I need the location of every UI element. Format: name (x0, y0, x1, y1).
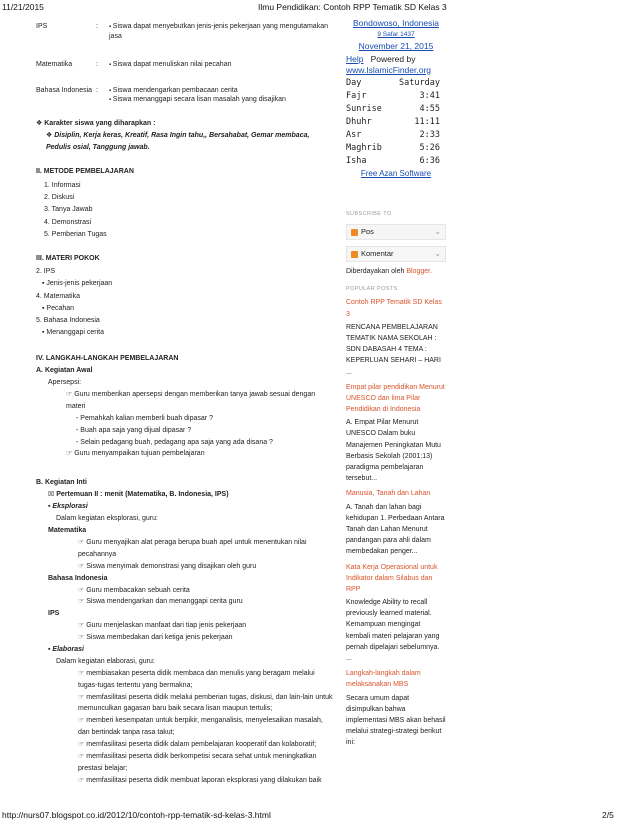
list-item: 1. Informasi (44, 181, 81, 189)
eksplorasi-heading: ▪ Eksplorasi (48, 503, 88, 511)
separator: : (96, 86, 98, 94)
popular-post-title[interactable]: Manusia, Tanah dan Lahan (346, 490, 431, 498)
step-item: ☞ Siswa mendengarkan dan menanggapi cerita guru (78, 596, 336, 608)
subject-label: Matematika (36, 60, 73, 68)
step-item: ☞ memfasilitasi peserta didik melalui pemberian tugas, diskusi, dan lain-lain untuk memunculkan gagasan baru baik secara lisan maupun tertulis; (78, 692, 336, 716)
prayer-name: Sunrise (346, 103, 382, 114)
prayer-row (346, 129, 446, 142)
print-date: 11/21/2015 (2, 2, 44, 12)
subscribe-comments-dropdown[interactable] (346, 246, 446, 262)
popular-post-title[interactable]: Langkah-langkah dalam melaksanakan MBS (346, 670, 421, 689)
list-item: 2. IPS (36, 268, 56, 276)
powered-text: Powered by (370, 53, 416, 64)
prayer-row (346, 77, 446, 90)
step-item: - Selain pedagang buah, pedagang apa saja yang ada disana ? (76, 438, 273, 446)
blogger-link[interactable]: Blogger. (406, 268, 433, 276)
popular-post-snippet: RENCANA PEMBELAJARAN TEMATIK NAMA SEKOLAH : SDN DABASAH 4 TEMA : KEPERLUAN SEHARI – HARI ... (346, 323, 441, 376)
subscribe-heading: SUBSCRIBE TO (346, 211, 392, 218)
step-item: - Pemahkah kalian memberli buah dipasar ? (76, 414, 213, 422)
list-item: ▪ Pecahan (42, 304, 75, 312)
prayer-time: 6:36 (419, 155, 440, 166)
kegiatan-awal-heading: A. Kegiatan Awal (36, 366, 93, 374)
hijri-date-link[interactable]: 9 Safar 1437 (377, 31, 415, 39)
powered-line (346, 54, 446, 65)
indicator-item: ▪ Siswa menanggapi secara lisan masalah yang disajikan (109, 95, 336, 105)
eksplorasi-intro: Dalam kegiatan eksplorasi, guru: (56, 515, 158, 523)
elaborasi-heading: ▪ Elaborasi (48, 645, 84, 653)
free-azan-link[interactable]: Free Azan Software (360, 168, 432, 178)
prayer-name: Maghrib (346, 142, 382, 153)
matematika-label: Matematika (48, 527, 87, 535)
prayer-name: Dhuhr (346, 116, 372, 127)
step-item: ☞ Guru menyampaikan tujuan pembelajaran (66, 448, 336, 460)
separator: : (96, 23, 98, 30)
prayer-time: 11:11 (414, 116, 440, 127)
apersepsi-label: Apersepsi: (48, 378, 82, 386)
popular-post-snippet: Knowledge Ability to recall previously learned material. Kemampuan mengingat kembali materi pelajaran yang pernah dipelajari sebelumnya. ... (346, 599, 440, 663)
pertemuan-line: ☒ Pertemuan II : menit (Matematika, B. Indonesia, IPS) (48, 491, 229, 499)
indicator-item: ▪ Siswa mendengarkan pembacaan cerita (109, 86, 336, 96)
indicator-row-matematika (36, 60, 336, 70)
step-item: ☞ Guru membacakan sebuah cerita (78, 585, 336, 597)
page-title: Ilmu Pendidikan: Contoh RPP Tematik SD Kelas 3 (258, 2, 447, 12)
list-item: 4. Matematika (36, 292, 80, 300)
prayer-time: 5:26 (419, 142, 440, 153)
powered-by-blogger (346, 267, 446, 276)
bahasa-label: Bahasa Indonesia (48, 574, 108, 582)
step-item: ☞ Guru menjelaskan manfaat dari tiap jenis pekerjaan (78, 620, 336, 632)
popular-post-title[interactable]: Kata Kerja Operasional untuk Indikator dalam Silabus dan RPP (346, 563, 438, 593)
prayer-row (346, 90, 446, 103)
popular-post-title[interactable]: Empat pilar pendidikan Menurut UNESCO dan lima Pilar Pendidikan di Indonesia (346, 383, 445, 414)
ips-label: IPS (48, 610, 60, 618)
chevron-down-icon: ⌄ (434, 248, 441, 258)
step-item: ☞ Siswa membedakan dari ketiga jenis pekerjaan (78, 632, 336, 644)
main-content (36, 18, 336, 787)
materi-list (36, 266, 336, 340)
prayer-times-table (346, 77, 446, 168)
indicator-row-ips (36, 22, 336, 41)
prayer-time: Saturday (399, 77, 440, 88)
prayer-time: 3:41 (419, 90, 440, 101)
prayer-name: Day (346, 77, 362, 88)
help-link[interactable]: Help (346, 53, 364, 64)
comments-label: Komentar (361, 249, 394, 259)
popular-posts-heading: POPULAR POSTS (346, 286, 398, 293)
popular-post-snippet: Secara umum dapat disimpulkan bahwa implementasi MBS akan behasil melalui strategi-strategi berikut ini: (346, 694, 446, 747)
step-item: ☞ Guru menyajikan alat peraga berupa buah apel untuk menentukan nilai pecahannya (78, 537, 336, 561)
list-item: 2. Diskusi (44, 194, 75, 202)
prayer-row (346, 103, 446, 116)
prayer-row (346, 142, 446, 155)
posts-label: Pos (361, 227, 374, 237)
sidebar (346, 18, 446, 749)
popular-posts-list (346, 297, 446, 748)
indicator-items (109, 86, 336, 106)
page-url: http://nurs07.blogspot.co.id/2012/10/contoh-rpp-tematik-sd-kelas-3.html (2, 810, 271, 820)
step-item: ☞ memfasilitasi peserta didik berkompetisi secara sehat untuk meningkatkan prestasi belajar; (78, 751, 336, 775)
posts-item (351, 227, 374, 237)
chevron-down-icon: ⌄ (434, 226, 441, 236)
materi-heading: III. MATERI POKOK (36, 255, 100, 263)
step-item: ☞ Siswa menyimak demonstrasi yang disajikan oleh guru (78, 561, 336, 573)
indicator-item: ▪ Siswa dapat menyebutkan jenis-jenis pekerjaan yang mengutamakan jasa (109, 22, 336, 41)
prayer-time: 2:33 (419, 129, 440, 140)
gregorian-date-link[interactable]: November 21, 2015 (358, 41, 434, 52)
list-item: ▪ Menanggapi cerita (42, 329, 105, 337)
step-item: ☞ membiasakan peserta didik membaca dan menulis yang beragam melalui tugas-tugas tertentu yang bermakna; (78, 668, 336, 692)
kegiatan-inti-heading: B. Kegiatan Inti (36, 479, 87, 487)
list-item: 3. Tanya Jawab (44, 206, 93, 214)
indicator-row-bahasa (36, 86, 336, 106)
subscribe-posts-dropdown[interactable] (346, 224, 446, 240)
list-item: 4. Demonstrasi (44, 218, 92, 226)
islamicfinder-link[interactable]: www.IslamicFinder.org (346, 64, 432, 75)
rss-feed-icon (351, 251, 358, 258)
subject-label: Bahasa Indonesia (36, 86, 93, 94)
powered-by-label: Diberdayakan oleh (346, 268, 405, 276)
metode-list (44, 180, 336, 241)
step-item: ☞ Guru memberikan apersepsi dengan memberikan tanya jawab sesuai dengan materi (66, 389, 336, 413)
page-number: 2/5 (602, 810, 614, 820)
karakter-heading: ❖ Karakter siswa yang diharapkan : (36, 120, 156, 128)
separator: : (96, 60, 98, 68)
step-item: - Buah apa saja yang dijual dipasar ? (76, 426, 192, 434)
popular-post-snippet: A. Empat Pilar Menurut UNESCO Dalam buku Manajemen Peningkatan Mutu Berbasis Sekolah (2001:13) paradigma pembelajaran tersebut... (346, 419, 441, 483)
prayer-name: Isha (346, 155, 367, 166)
comments-item (351, 249, 394, 259)
awal-steps (66, 389, 336, 460)
list-item: ▪ Jenis-jenis pekerjaan (42, 280, 113, 288)
prayer-name: Fajr (346, 90, 367, 101)
location-link[interactable]: Bondowoso, Indonesia (352, 18, 439, 28)
elaborasi-intro: Dalam kegiatan elaborasi, guru: (56, 657, 155, 665)
langkah-heading: IV. LANGKAH-LANGKAH PEMBELAJARAN (36, 354, 179, 362)
prayer-widget-location (346, 18, 446, 29)
popular-post-title[interactable]: Contoh RPP Tematik SD Kelas 3 (346, 299, 442, 318)
prayer-time: 4:55 (419, 103, 440, 114)
inti-content (48, 489, 336, 786)
karakter-text: ❖ Disiplin, Kerja keras, Kreatif, Rasa Ingin tahu,, Bersahabat, Gemar membaca, Pedulis osial, Tanggung jawab. (46, 132, 310, 151)
indicator-item: ▪ Siswa dapat menuliskan nilai pecahan (109, 60, 336, 70)
metode-heading: II. METODE PEMBELAJARAN (36, 167, 134, 175)
subject-label: IPS (36, 23, 48, 30)
prayer-row (346, 116, 446, 129)
rss-feed-icon (351, 229, 358, 236)
prayer-row (346, 155, 446, 168)
prayer-name: Asr (346, 129, 362, 140)
list-item: 5. Pemberian Tugas (44, 230, 107, 238)
popular-post-snippet: A. Tanah dan lahan bagi kehidupan 1. Perbedaan Antara Tanah dan Lahan Menurut pandangan para ahli dalam membedakan penger... (346, 503, 445, 556)
step-item: ☞ memfasilitasi peserta didik dalam pembelajaran kooperatif dan kolaboratif; (78, 739, 336, 751)
step-item: ☞ memfasilitasi peserta didik membuat laporan eksplorasi yang dilakukan baik (78, 775, 336, 787)
list-item: 5. Bahasa Indonesia (36, 317, 100, 325)
step-item: ☞ memberi kesempatan untuk berpikir, menganalisis, menyelesaikan masalah, dan bertindak tanpa rasa takut; (78, 715, 336, 739)
